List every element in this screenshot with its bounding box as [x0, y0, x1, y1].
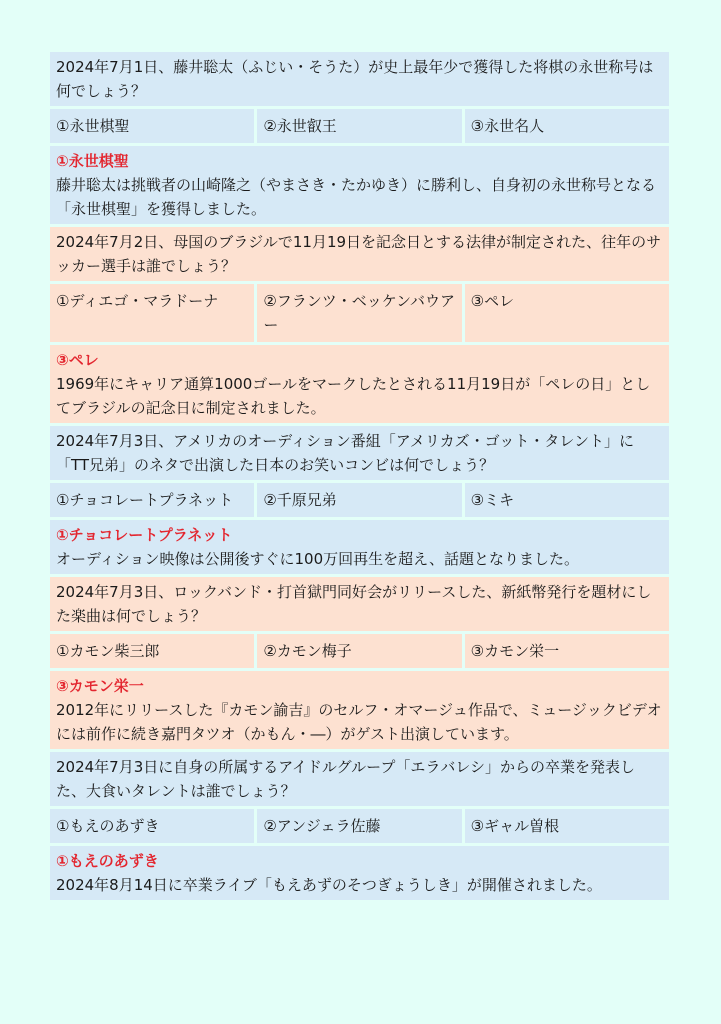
choice-row — [50, 109, 669, 143]
answer-box — [50, 671, 669, 749]
choice-row — [50, 284, 669, 342]
answer-title: ③カモン栄一 — [56, 677, 144, 695]
choice-3: ③ギャル曽根 — [465, 809, 669, 843]
quiz-list — [50, 52, 669, 903]
choice-row — [50, 483, 669, 517]
choice-2: ②アンジェラ佐藤 — [257, 809, 461, 843]
choice-2: ②カモン梅子 — [257, 634, 461, 668]
answer-title: ①もえのあずき — [56, 852, 159, 870]
quiz-item — [50, 227, 669, 423]
choice-row — [50, 809, 669, 843]
choice-1: ①チョコレートプラネット — [50, 483, 254, 517]
quiz-item — [50, 426, 669, 574]
question-text: 2024年7月3日に自身の所属するアイドルグループ「エラバレシ」からの卒業を発表した、大食いタレントは誰でしょう？ — [50, 752, 669, 806]
choice-1: ①永世棋聖 — [50, 109, 254, 143]
answer-title: ①永世棋聖 — [56, 152, 129, 170]
choice-1: ①ディエゴ・マラドーナ — [50, 284, 254, 342]
choice-3: ③永世名人 — [465, 109, 669, 143]
choice-1: ①カモン柴三郎 — [50, 634, 254, 668]
answer-explanation: 1969年にキャリア通算1000ゴールをマークしたとされる11月19日が「ペレの日」としてブラジルの記念日に制定されました。 — [56, 375, 651, 417]
quiz-item — [50, 752, 669, 900]
answer-title: ③ペレ — [56, 351, 99, 369]
choice-row — [50, 634, 669, 668]
choice-3: ③ペレ — [465, 284, 669, 342]
quiz-item — [50, 577, 669, 749]
choice-2: ②フランツ・ベッケンバウアー — [257, 284, 461, 342]
question-text: 2024年7月2日、母国のブラジルで11月19日を記念日とする法律が制定された、往年のサッカー選手は誰でしょう？ — [50, 227, 669, 281]
answer-box — [50, 846, 669, 900]
choice-2: ②千原兄弟 — [257, 483, 461, 517]
answer-explanation: 2024年8月14日に卒業ライブ「もえあずのそつぎょうしき」が開催されました。 — [56, 876, 602, 894]
choice-2: ②永世叡王 — [257, 109, 461, 143]
choice-1: ①もえのあずき — [50, 809, 254, 843]
answer-explanation: オーディション映像は公開後すぐに100万回再生を超え、話題となりました。 — [56, 550, 580, 568]
answer-box — [50, 520, 669, 574]
question-text: 2024年7月3日、ロックバンド・打首獄門同好会がリリースした、新紙幣発行を題材にした楽曲は何でしょう？ — [50, 577, 669, 631]
answer-box — [50, 345, 669, 423]
question-text: 2024年7月1日、藤井聡太（ふじい・そうた）が史上最年少で獲得した将棋の永世称号は何でしょう？ — [50, 52, 669, 106]
choice-3: ③カモン栄一 — [465, 634, 669, 668]
question-text: 2024年7月3日、アメリカのオーディション番組「アメリカズ・ゴット・タレント」に「TT兄弟」のネタで出演した日本のお笑いコンビは何でしょう？ — [50, 426, 669, 480]
answer-explanation: 2012年にリリースした『カモン諭吉』のセルフ・オマージュ作品で、ミュージックビデオには前作に続き嘉門タツオ（かもん・―）がゲスト出演しています。 — [56, 701, 662, 743]
quiz-item — [50, 52, 669, 224]
answer-explanation: 藤井聡太は挑戦者の山崎隆之（やまさき・たかゆき）に勝利し、自身初の永世称号となる「永世棋聖」を獲得しました。 — [56, 176, 657, 218]
choice-3: ③ミキ — [465, 483, 669, 517]
answer-box — [50, 146, 669, 224]
answer-title: ①チョコレートプラネット — [56, 526, 233, 544]
